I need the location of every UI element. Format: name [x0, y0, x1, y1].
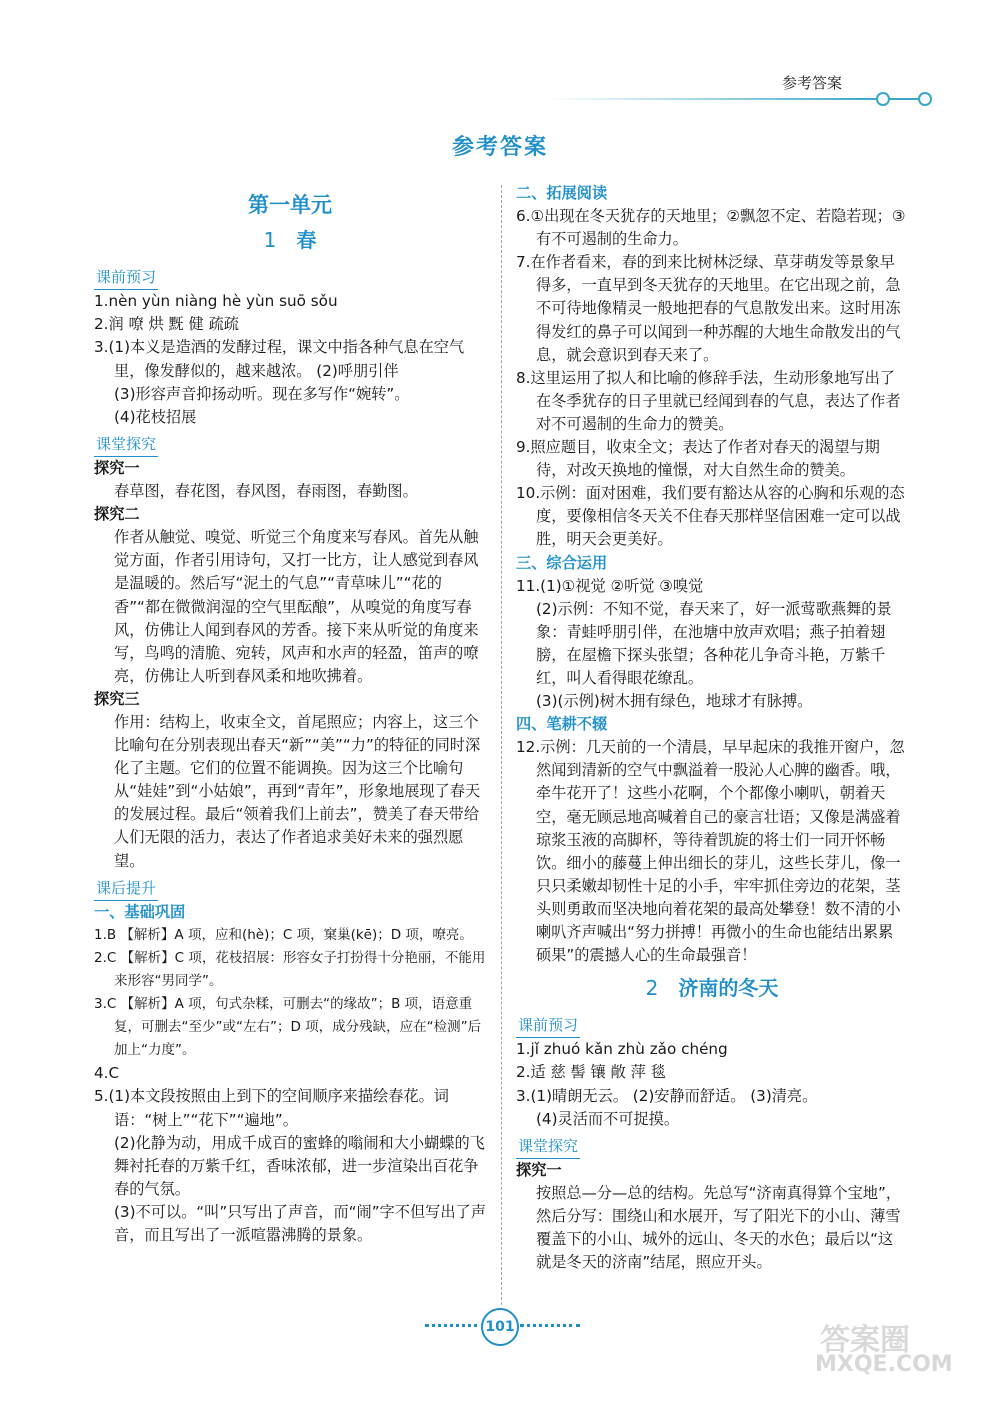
header-label: 参考答案 — [782, 74, 843, 92]
answer-line: 按照总—分—总的结构。先总写“济南真得算个宝地”，然后分写：围绕山和水展开，写了阳光下的小山、薄雪覆盖下的小山、城外的远山、冬天的水色；最后以“这就是冬天的济南”结尾，照应开头。 — [536, 1183, 902, 1272]
answer-line: 6.①出现在冬天犹存的天地里；②飘忽不定、若隐若现；③有不可遏制的生命力。 — [516, 207, 906, 249]
header-line — [548, 98, 928, 100]
lesson-title — [516, 977, 908, 1000]
section-tag: 课后提升 — [94, 877, 158, 901]
answer-line: 1.B 【解析】A 项，应和(hè)；C 项，窠巢(kē)；D 项，嘹亮。 — [94, 926, 473, 943]
answer-line: 1.nèn yùn niàng hè yùn suō sǒu — [94, 292, 338, 311]
answer-line: (2)示例：不知不觉，春天来了，好一派莺歌燕舞的景象：青蛙呼朋引伴，在池塘中放声欢唱；燕子拍着翅膀，在屋檐下探头张望；各种花儿争奇斗艳，万紫千红，叫人看得眼花缭乱。 — [536, 599, 892, 687]
section-tag: 课前预习 — [516, 1014, 580, 1038]
answer-line: 11.(1)①视觉 ②听觉 ③嗅觉 — [516, 576, 704, 595]
explore-label: 探究三 — [94, 689, 140, 708]
answer-line: 12.示例：几天前的一个清晨，早早起床的我推开窗户，忽然闻到清新的空气中飘溢着一股沁人心脾的幽香。哦，牵牛花开了！这些小花啊，个个都像小喇叭，朝着天空，毫无顾忌地高喊着自己的豪言壮语；又像是满盛着琼浆玉液的高脚杯，等待着凯旋的将士们一同开怀畅饮。细小的藤蔓上伸出细长的芽儿，这些长芽儿，像一只只柔嫩却韧性十足的小手，牢牢抓住旁边的花架，茎头则勇敢而坚决地向着花架的最高处攀登！数不清的小喇叭齐声喊出“努力拼搏！再微小的生命也能结出累累硕果”的震撼人心的生命最强音！ — [516, 738, 905, 965]
watermark-url: MXQE.COM — [815, 1352, 953, 1377]
page-title: 参考答案 — [451, 135, 548, 160]
watermark-logo: 答案圈 — [820, 1323, 910, 1358]
left-column — [94, 190, 486, 1247]
section-heading: 二、拓展阅读 — [516, 184, 608, 202]
answer-line: (4)灵活而不可捉摸。 — [536, 1109, 680, 1128]
section-heading: 四、笔耕不辍 — [516, 715, 608, 734]
section-heading: 一、基础巩固 — [94, 902, 186, 921]
answer-line: 3.(1)本义是造酒的发酵过程，课文中指各种气息在空气里，像发酵似的，越来越浓。 (2)呼朋引伴 — [94, 338, 465, 380]
answer-line: 2.C 【解析】C 项，花枝招展：形容女子打扮得十分艳丽，不能用来形容“男同学”。 — [94, 949, 486, 989]
lesson-name: 春 — [296, 228, 317, 253]
section-tag: 课前预习 — [94, 266, 158, 290]
answer-line: 作用：结构上，收束全文，首尾照应；内容上，这三个比喻句在分别表现出春天“新”“美”“力”的特征的同时深化了主题。它们的位置不能调换。因为这三个比喻句从“娃娃”到“小姑娘”，再到“青年”，形象地展现了春天的发展过程。最后“领着我们上前去”，赞美了春天带给人们无限的活力，表达了作者追求美好未来的强烈愿望。 — [114, 712, 481, 870]
answer-line: 8.这里运用了拟人和比喻的修辞手法，生动形象地写出了在冬季犹存的日子里就已经闻到春的气息，表达了作者对不可遏制的生命力的赞美。 — [516, 368, 901, 433]
section-heading: 三、综合运用 — [516, 553, 608, 572]
answer-line: (4)花枝招展 — [114, 407, 197, 426]
header-circle-icon — [876, 92, 890, 106]
answer-line: 3.(1)晴朗无云。 (2)安静而舒适。 (3)清亮。 — [516, 1086, 818, 1105]
answer-line: (3)不可以。“叫”只写出了声音，而“闹”字不但写出了声音，而且写出了一派喧嚣沸腾的景象。 — [114, 1202, 486, 1245]
answer-line: 作者从触觉、嗅觉、听觉三个角度来写春风。首先从触觉方面，作者引用诗句，又打一比方，让人感觉到春风是温暖的。然后写“泥土的气息”“青草味儿”“花的香”“都在微微润湿的空气里酝酿”，从嗅觉的角度写春风，仿佛让人闻到春风的芳香。接下来从听觉的角度来写，鸟鸣的清脆、宛转，风声和水声的轻盈，笛声的嘹亮，仿佛让人听到春风柔和地吹拂着。 — [114, 528, 479, 685]
header-circle-icon — [918, 92, 932, 106]
unit-title: 第一单元 — [248, 193, 332, 217]
answer-line: 2.适 慈 髻 镶 敞 萍 毯 — [516, 1063, 666, 1082]
section-tag: 课堂探究 — [94, 433, 158, 457]
answer-line: (3)形容声音抑扬动听。现在多写作“婉转”。 — [114, 384, 410, 403]
lesson-number: 2 — [645, 976, 659, 1001]
answer-line: 9.照应题目，收束全文；表达了作者对春天的渴望与期待，对改天换地的憧憬，对大自然生命的赞美。 — [516, 438, 880, 480]
explore-label: 探究一 — [94, 458, 140, 477]
explore-label: 探究一 — [516, 1160, 562, 1179]
section-tag: 课堂探究 — [516, 1135, 580, 1159]
answer-line: 1.jǐ zhuó kǎn zhù zǎo chéng — [516, 1040, 728, 1059]
explore-label: 探究二 — [94, 505, 140, 524]
footer-dots — [425, 1324, 485, 1327]
answer-line: 春草图，春花图，春风图，春雨图，春勤图。 — [114, 482, 418, 501]
lesson-name: 济南的冬天 — [678, 976, 779, 1001]
answer-line: 3.C 【解析】A 项，句式杂糅，可删去“的缘故”；B 项，语意重复，可删去“至少”或“左右”；D 项，成分残缺，应在“检测”后加上“力度”。 — [94, 996, 482, 1059]
answer-line: (2)化静为动，用成千成百的蜜蜂的嗡闹和大小蝴蝶的飞舞衬托春的万紫千红，香味浓郁，进一步渲染出百花争春的气氛。 — [114, 1133, 485, 1198]
answer-line: 5.(1)本文段按照由上到下的空间顺序来描绘春花。词语：“树上”“花下”“遍地”。 — [94, 1087, 449, 1129]
lesson-title — [94, 229, 486, 252]
answer-line: 7.在作者看来，春的到来比树林泛绿、草芽萌发等景象早得多，一直早到冬天犹存的天地里。在它出现之前，急不可待地像精灵一般地把春的气息散发出来。这时用冻得发红的鼻子可以闻到一种苏醒的大地生命散发出的气息，就会意识到春天来了。 — [516, 253, 901, 364]
page-number: 101 — [481, 1308, 519, 1346]
answer-line: (3)(示例)树木拥有绿色，地球才有脉搏。 — [536, 692, 813, 711]
footer-dots — [520, 1324, 580, 1327]
answer-line: 2.润 嘹 烘 黖 健 疏疏 — [94, 315, 239, 334]
right-column — [516, 182, 908, 1274]
answer-line: 10.示例：面对困难，我们要有豁达从容的心胸和乐观的态度，要像相信冬天关不住春天那样坚信困难一定可以战胜，明天会更美好。 — [516, 484, 905, 549]
lesson-number: 1 — [263, 228, 277, 253]
answer-line: 4.C — [94, 1064, 120, 1083]
column-divider — [501, 185, 502, 1305]
